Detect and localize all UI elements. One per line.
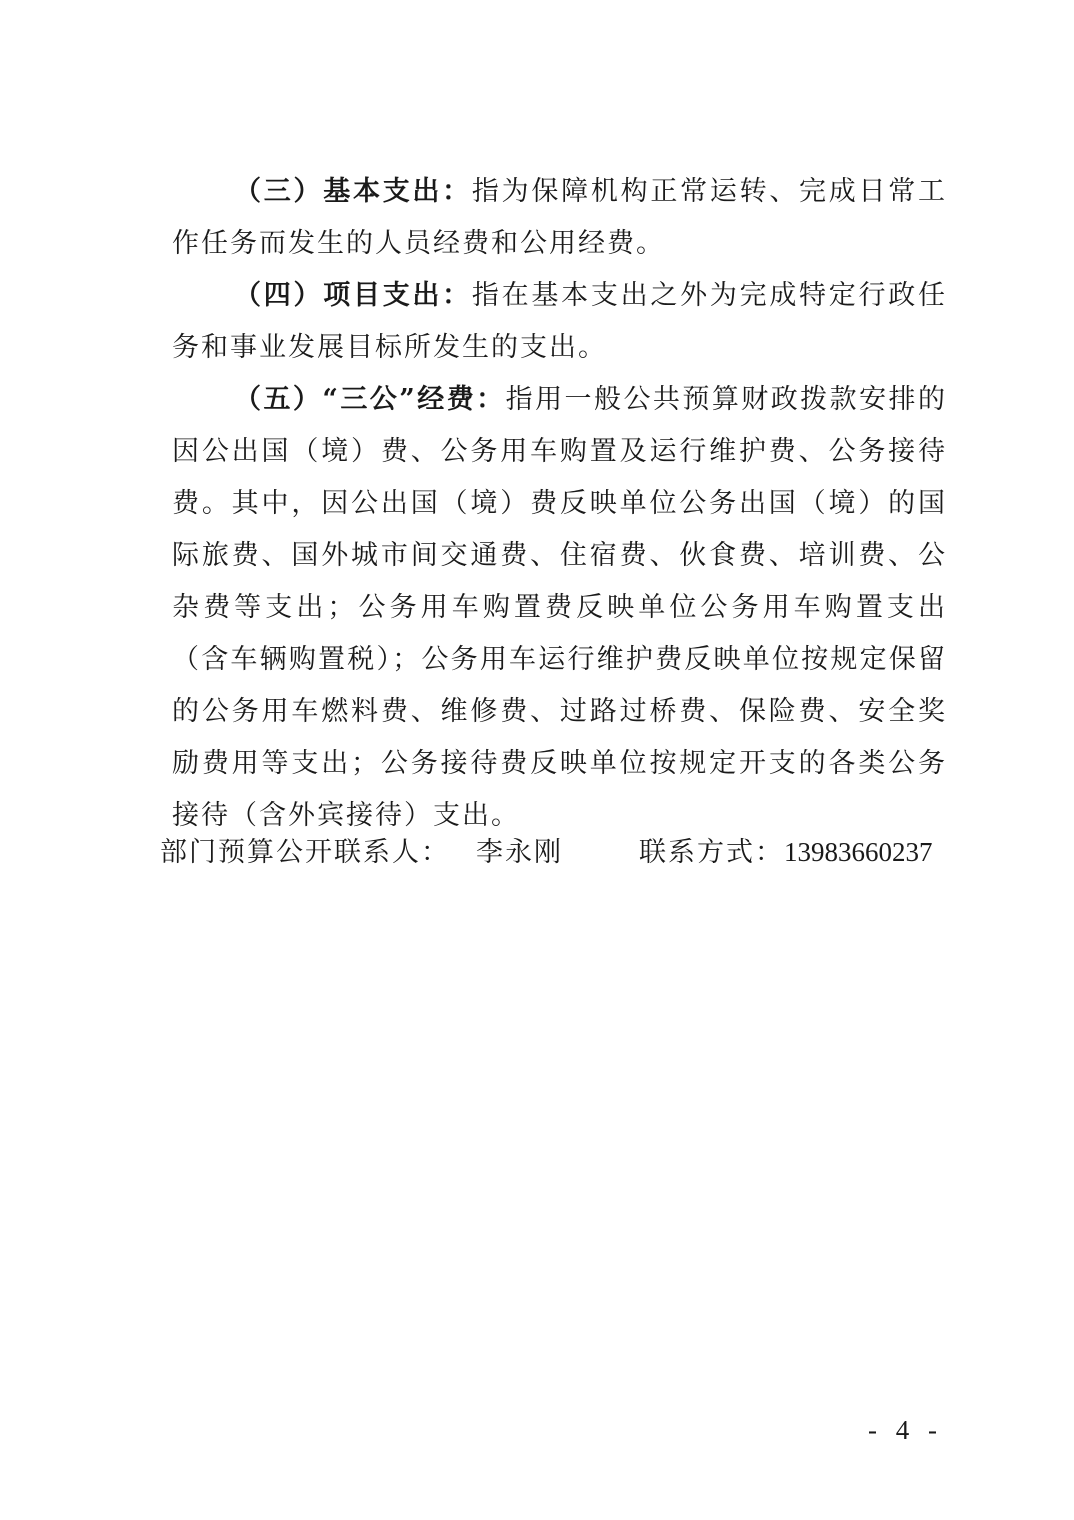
contact-person-name: 李永刚 (476, 837, 563, 868)
contact-person-label: 部门预算公开联系人： (160, 837, 450, 868)
contact-phone-label: 联系方式： (639, 837, 784, 868)
definition-three-public-expenses: 指用一般公共预算财政拨款安排的因公出国（境）费、公务用车购置及运行维护费、公务接待费。其中，因公出国（境）费反映单位公务出国（境）的国际旅费、国外城市间交通费、住宿费、伙食费、培训费、公杂费等支出；公务用车购置费反映单位公务用车购置支出（含车辆购置税）；公务用车运行维护费反映单位按规定保留的公务用车燃料费、维修费、过路过桥费、保险费、安全奖励费用等支出；公务接待费反映单位按规定开支的各类公务接待（含外宾接待）支出。 (172, 384, 948, 831)
term-basic-expenditure: （三）基本支出： (234, 176, 472, 207)
term-three-public-expenses: （五）“三公”经费： (234, 384, 506, 415)
definition-project-expenditure: 指在基本支出之外为完成特定行政任务和事业发展目标所发生的支出。 (172, 280, 948, 363)
contact-line (160, 826, 960, 879)
paragraph-basic-expenditure (172, 166, 947, 270)
paragraph-project-expenditure (172, 270, 947, 374)
definition-basic-expenditure: 指为保障机构正常运转、完成日常工作任务而发生的人员经费和公用经费。 (172, 176, 948, 259)
contact-phone-number: 13983660237 (784, 837, 933, 867)
paragraph-three-public-expenses (172, 374, 947, 842)
body-text (172, 166, 947, 842)
term-project-expenditure: （四）项目支出： (234, 280, 472, 311)
page-number: - 4 - (868, 1415, 943, 1445)
